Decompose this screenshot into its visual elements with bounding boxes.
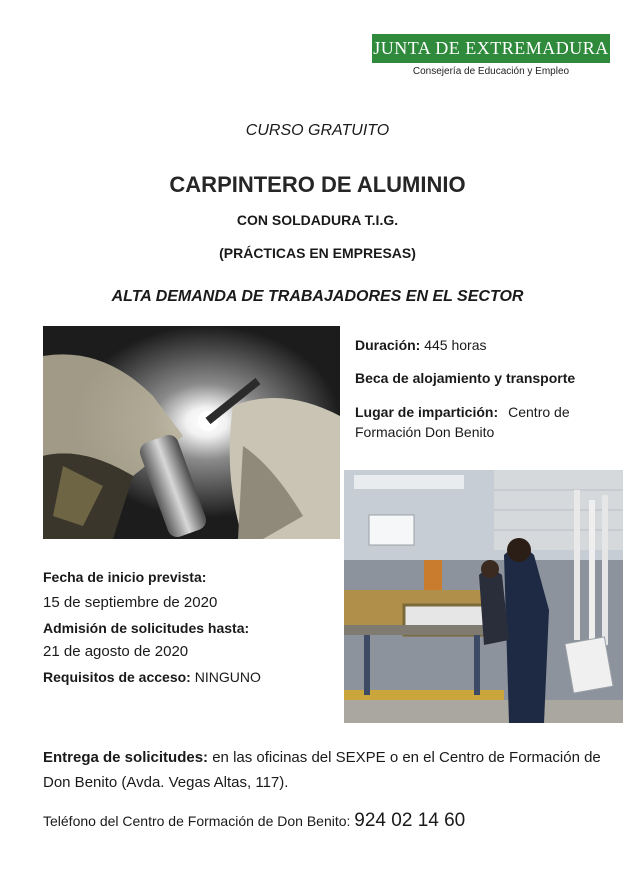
course-kicker: CURSO GRATUITO — [245, 122, 390, 139]
phone-label: Teléfono del Centro de Formación de Don Benito: — [43, 813, 351, 829]
phone-number: 924 02 14 60 — [354, 810, 466, 831]
place-row — [355, 402, 615, 442]
junta-logo — [372, 34, 612, 84]
requirements-row — [43, 667, 261, 687]
place-value-2: Formación Don Benito — [355, 424, 495, 440]
duration-value: 445 horas — [424, 337, 487, 353]
demand-banner: ALTA DEMANDA DE TRABAJADORES EN EL SECTOR — [111, 288, 524, 305]
grant-info: Beca de alojamiento y transporte — [355, 370, 576, 386]
start-date-value: 15 de septiembre de 2020 — [43, 594, 218, 611]
logo-department: Consejería de Educación y Empleo — [412, 66, 570, 77]
duration-label: Duración: — [355, 337, 421, 353]
contact-row — [43, 810, 465, 832]
course-subtitle-2: (PRÁCTICAS EN EMPRESAS) — [219, 245, 416, 261]
start-date-label: Fecha de inicio prevista: — [43, 569, 207, 585]
course-subtitle-1: CON SOLDADURA T.I.G. — [236, 212, 399, 228]
deadline-label: Admisión de solicitudes hasta: — [43, 620, 250, 636]
place-label: Lugar de impartición: — [355, 404, 499, 420]
deadline-value: 21 de agosto de 2020 — [43, 643, 189, 660]
duration-row — [355, 335, 487, 355]
place-value-1: Centro de — [508, 404, 570, 420]
logo-name: JUNTA DE EXTREMADURA — [372, 34, 610, 63]
requirements-label: Requisitos de acceso: — [43, 669, 191, 685]
requirements-value: NINGUNO — [194, 669, 261, 685]
delivery-text: en las oficinas del SEXPE o en el Centro de Formación de Don Benito (Avda. Vegas Altas, 117). — [43, 749, 601, 791]
delivery-label: Entrega de solicitudes: — [43, 749, 209, 766]
workshop-photo — [344, 470, 623, 723]
delivery-info — [43, 745, 603, 795]
welding-photo — [43, 326, 340, 539]
course-title: CARPINTERO DE ALUMINIO — [169, 172, 466, 197]
